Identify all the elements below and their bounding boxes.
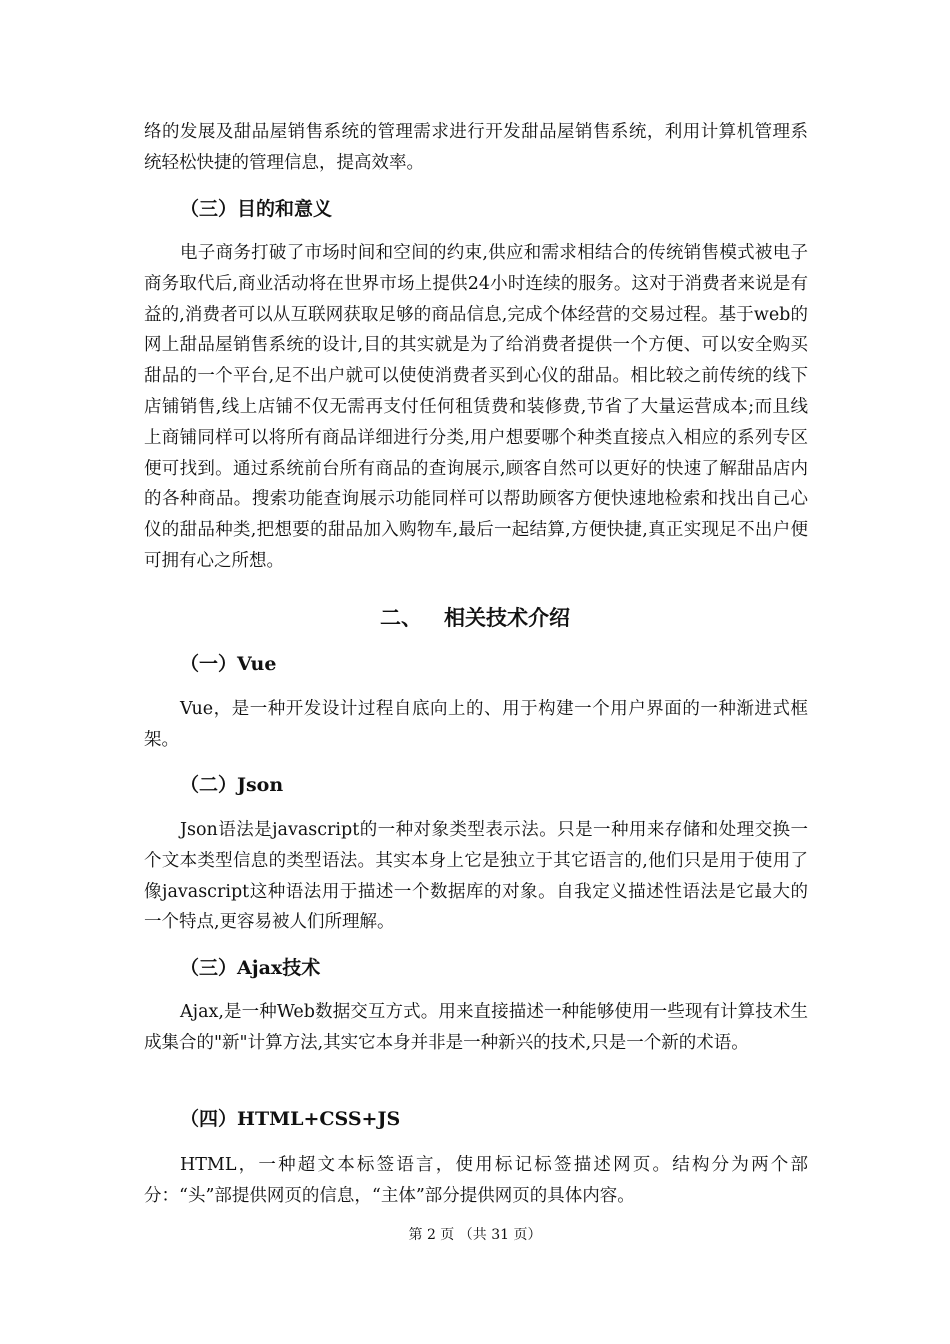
heading-json: （二）Json	[180, 774, 284, 796]
ajax-paragraph: Ajax,是一种Web数据交互方式。用来直接描述一种能够使用一些现有计算技术生成集合的"新"计算方法,其实它本身并非是一种新兴的技术,只是一个新的术语。	[144, 1002, 808, 1053]
heading-html: （四）HTML+CSS+JS	[180, 1108, 401, 1130]
purpose-paragraph: 电子商务打破了市场时间和空间的约束,供应和需求相结合的传统销售模式被电子商务取代后,商业活动将在世界市场上提供24小时连续的服务。这对于消费者来说是有益的,消费者可以从互联网获取足够的商品信息,完成个体经营的交易过程。基于web的网上甜品屋销售系统的设计,目的其实就是为了给消费者提供一个方便、可以安全购买甜品的一个平台,足不出户就可以使使消费者买到心仪的甜品。相比较之前传统的线下店铺销售,线上店铺不仅无需再支付任何租赁费和装修费,节省了大量运营成本;而且线上商铺同样可以将所有商品详细进行分类,用户想要哪个种类直接点入相应的系列专区便可找到。通过系统前台所有商品的查询展示,顾客自然可以更好的快速了解甜品店内的各种商品。搜索功能查询展示功能同样可以帮助顾客方便快速地检索和找出自己心仪的甜品种类,把想要的甜品加入购物车,最后一起结算,方便快捷,真正实现足不出户便可拥有心之所想。	[144, 243, 808, 571]
heading-purpose: （三）目的和意义	[180, 198, 333, 220]
section-heading-tech: 二、 相关技术介绍	[380, 605, 570, 630]
html-paragraph: HTML，一种超文本标签语言，使用标记标签描述网页。结构分为两个部分：“头”部提供网页的信息，“主体”部分提供网页的具体内容。	[144, 1155, 808, 1206]
json-paragraph: Json语法是javascript的一种对象类型表示法。只是一种用来存储和处理交换一个文本类型信息的类型语法。其实本身上它是独立于其它语言的,他们只是用于使用了像javascript这种语法用于描述一个数据库的对象。自我定义描述性语法是它最大的一个特点,更容易被人们所理解。	[144, 820, 808, 933]
page-footer: 第 2 页 （共 31 页）	[408, 1227, 542, 1243]
intro-paragraph: 络的发展及甜品屋销售系统的管理需求进行开发甜品屋销售系统，利用计算机管理系统轻松快捷的管理信息，提高效率。	[144, 122, 808, 173]
heading-ajax: （三）Ajax技术	[180, 957, 321, 979]
vue-paragraph: Vue，是一种开发设计过程自底向上的、用于构建一个用户界面的一种渐进式框架。	[144, 699, 808, 750]
heading-vue: （一）Vue	[180, 653, 277, 675]
